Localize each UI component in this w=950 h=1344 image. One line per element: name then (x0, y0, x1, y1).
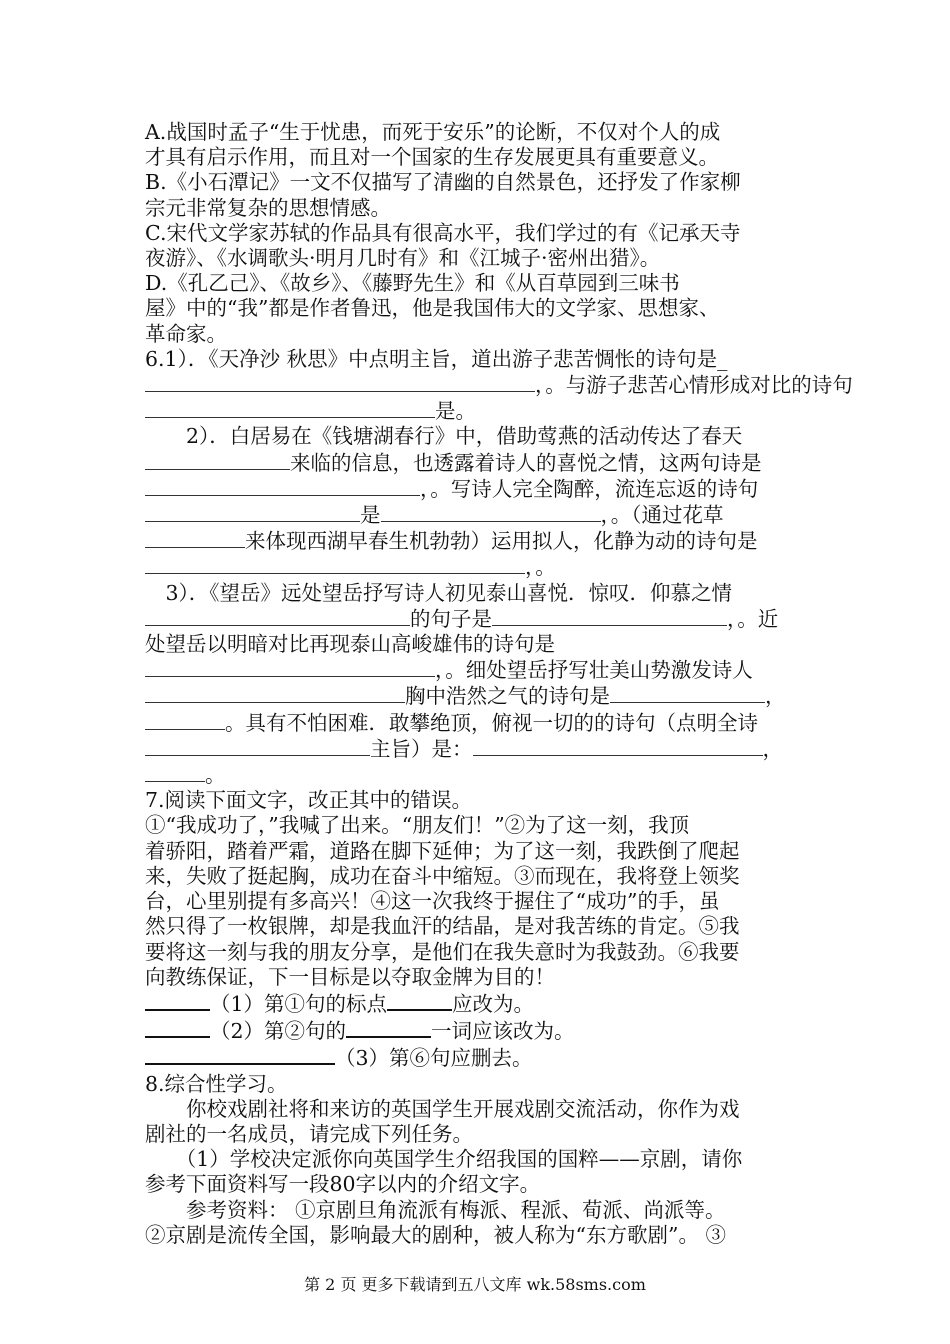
text-segment: ①“我成功了，”我喊了出来。“朋友们！”②为了这一刻，我顶 (145, 813, 690, 838)
text-segment: ， (420, 476, 431, 501)
text-line (145, 271, 805, 296)
text-segment: 的句子是 (410, 606, 492, 631)
text-segment: （2）第②句的 (210, 1019, 347, 1044)
text-line (145, 1172, 805, 1197)
text-line (145, 476, 805, 502)
text-segment: 是 (360, 503, 381, 528)
text-segment: （1）第①句的标点 (210, 991, 388, 1016)
answer-blank[interactable] (145, 710, 225, 730)
text-line (145, 710, 805, 736)
text-line (145, 736, 805, 762)
text-line (145, 940, 805, 965)
text-segment: 台，心里别提有多高兴！④这一次我终于握住了“成功”的手，虽 (145, 889, 720, 914)
text-segment: ， (600, 503, 611, 528)
text-segment: 来临的信息，也透露着诗人的喜悦之情，这两句诗是 (290, 450, 762, 475)
text-line (145, 965, 805, 990)
document-body (145, 120, 853, 1248)
answer-blank[interactable] (145, 554, 315, 574)
text-line (145, 788, 805, 813)
text-line (145, 120, 805, 145)
text-segment: ， (435, 658, 446, 683)
text-line (145, 914, 805, 939)
text-line (145, 246, 805, 271)
text-segment: 。（通过花草 (610, 503, 724, 528)
text-segment: 是 (435, 399, 456, 424)
text-segment: 。近 (737, 606, 779, 631)
text-segment: 。写诗人完全陶醉，流连忘返的诗句 (430, 476, 759, 501)
text-segment: 屋》中的“我”都是作者鲁迅，他是我国伟大的文学家、思想家、 (145, 296, 720, 321)
text-segment: 来体现西湖早春生机勃勃）运用拟人，化静为动的诗句是 (245, 529, 758, 554)
text-line (145, 450, 805, 476)
text-segment: 主旨）是： (370, 736, 473, 761)
text-segment: 一词应该改为 (431, 1019, 555, 1044)
text-line (145, 1147, 805, 1172)
answer-blank[interactable] (145, 990, 210, 1011)
text-segment: 。 (554, 1019, 575, 1044)
text-line (145, 632, 805, 657)
answer-blank[interactable] (145, 606, 410, 626)
text-line (145, 813, 805, 838)
text-line (145, 1122, 805, 1147)
text-segment: 。具有不怕困难．敢攀绝顶，俯视一切的的诗句（点明全诗 (225, 710, 758, 735)
text-segment: 。与游子悲苦心情形成对比的诗句 (545, 373, 853, 398)
text-segment: 。 (512, 1046, 533, 1071)
answer-blank[interactable] (145, 657, 205, 677)
answer-blank[interactable] (145, 476, 205, 496)
text-segment: 革命家。 (145, 321, 227, 346)
text-segment: ②京剧是流传全国，影响最大的剧种，被人称为“东方歌剧”。 ③ (145, 1222, 726, 1247)
text-segment: 8.综合性学习。 (145, 1071, 288, 1096)
text-segment: 宗元非常复杂的思想情感。 (145, 195, 391, 220)
answer-blank[interactable] (145, 1017, 210, 1038)
text-line (145, 683, 805, 709)
text-line (145, 170, 805, 195)
page-footer: 第 2 页 更多下载请到五八文库 wk.58sms.com (304, 1275, 646, 1294)
answer-blank[interactable] (145, 502, 360, 522)
text-segment: 。 (513, 991, 535, 1016)
answer-blank[interactable] (381, 502, 601, 522)
answer-blank[interactable] (145, 736, 370, 756)
text-line (145, 1223, 805, 1248)
text-segment: 处望岳以明暗对比再现泰山高峻雄伟的诗句是 (145, 632, 555, 657)
text-segment: 2）．白居易在《钱塘湖春行》中，借助莺燕的活动传达了春天 (145, 424, 743, 449)
answer-blank[interactable] (145, 398, 435, 418)
text-segment: ， (535, 373, 546, 398)
text-line (145, 581, 805, 606)
answer-blank[interactable] (145, 450, 290, 470)
text-segment: 夜游》、《水调歌头·明月几时有》和《江城子·密州出猎》。 (145, 246, 661, 271)
text-line (145, 424, 805, 449)
answer-blank[interactable] (205, 476, 420, 496)
text-line (145, 372, 853, 398)
text-segment: 。 (205, 763, 226, 788)
text-segment: 参考下面资料写一段80字以内的介绍文字。 (145, 1172, 541, 1197)
text-line (145, 606, 805, 632)
text-segment: 应改为 (452, 991, 514, 1016)
text-line (145, 1097, 805, 1122)
text-line (145, 1017, 805, 1044)
text-line (145, 347, 805, 372)
answer-blank[interactable] (145, 683, 405, 703)
text-line (145, 762, 805, 788)
text-line (145, 221, 805, 246)
answer-blank[interactable] (387, 990, 452, 1011)
text-segment: 才具有启示作用，而且对一个国家的生存发展更具有重要意义。 (145, 145, 719, 170)
text-line (145, 864, 805, 889)
text-segment: B.《小石潭记》一文不仅描写了清幽的自然景色，还抒发了作家柳 (145, 170, 741, 195)
text-segment: 你校戏剧社将和来访的英国学生开展戏剧交流活动，你作为戏 (145, 1096, 740, 1121)
answer-blank[interactable] (346, 1017, 431, 1038)
text-segment: 3）．《望岳》远处望岳抒写诗人初见泰山喜悦．惊叹．仰慕之情 (145, 580, 733, 605)
answer-blank[interactable] (145, 762, 205, 782)
answer-blank[interactable] (205, 657, 435, 677)
text-segment: 7.阅读下面文字，改正其中的错误。 (145, 788, 473, 813)
answer-blank[interactable] (315, 554, 525, 574)
text-line (145, 839, 805, 864)
text-line (145, 990, 805, 1017)
text-segment: 向教练保证，下一目标是以夺取金牌为目的！ (145, 964, 555, 989)
answer-blank[interactable] (145, 1044, 335, 1065)
text-segment: ， (762, 736, 783, 761)
answer-blank[interactable] (492, 606, 727, 626)
text-line (145, 145, 805, 170)
text-line (145, 296, 805, 321)
answer-blank[interactable] (473, 736, 763, 756)
text-segment: ， (525, 555, 536, 580)
text-line (145, 657, 805, 683)
text-segment: ， (727, 606, 738, 631)
text-segment: 着骄阳，踏着严霜，道路在脚下延伸；为了这一刻，我跌倒了爬起 (145, 838, 740, 863)
text-segment: 来，失败了挺起胸，成功在奋斗中缩短。③而现在，我将登上领奖 (145, 863, 740, 888)
text-segment: 然只得了一枚银牌，却是我血汗的结晶，是对我苦练的肯定。⑤我 (145, 914, 740, 939)
answer-blank[interactable] (325, 372, 535, 392)
text-segment: 要将这一刻与我的朋友分享，是他们在我失意时为我鼓劲。⑥我要 (145, 939, 740, 964)
text-line (145, 528, 805, 554)
text-line (145, 1072, 805, 1097)
text-segment: 。细处望岳抒写壮美山势激发诗人 (445, 658, 753, 683)
text-segment: （3）第⑥句应删去 (335, 1046, 513, 1071)
text-segment: 剧社的一名成员，请完成下列任务。 (145, 1121, 473, 1146)
text-line (145, 322, 805, 347)
text-line (145, 502, 805, 528)
text-segment: ， (765, 684, 786, 709)
text-line (145, 398, 805, 424)
text-segment: 6.1）．《天净沙 秋思》中点明主旨，道出游子悲苦惆怅的诗句是_ (145, 346, 728, 371)
text-segment: 。 (535, 555, 556, 580)
answer-blank[interactable] (145, 372, 325, 392)
text-segment: A.战国时孟子“生于忧患，而死于安乐”的论断，不仅对个人的成 (145, 120, 721, 144)
text-segment: C.宋代文学家苏轼的作品具有很高水平，我们学过的有《记承天寺 (145, 220, 741, 245)
text-segment: （1）学校决定派你向英国学生介绍我国的国粹——京剧，请你 (145, 1147, 743, 1172)
text-line (145, 1044, 805, 1071)
text-segment: 。 (455, 399, 476, 424)
text-line (145, 196, 805, 221)
text-segment: 参考资料： ①京剧旦角流派有梅派、程派、荀派、尚派等。 (145, 1197, 726, 1222)
text-segment: 胸中浩然之气的诗句是 (405, 684, 610, 709)
text-line (145, 889, 805, 914)
text-line (145, 554, 805, 580)
text-segment: D.《孔乙己》、《故乡》、《藤野先生》和《从百草园到三味书 (145, 271, 680, 296)
answer-blank[interactable] (145, 528, 245, 548)
text-line (145, 1198, 805, 1223)
answer-blank[interactable] (610, 683, 765, 703)
